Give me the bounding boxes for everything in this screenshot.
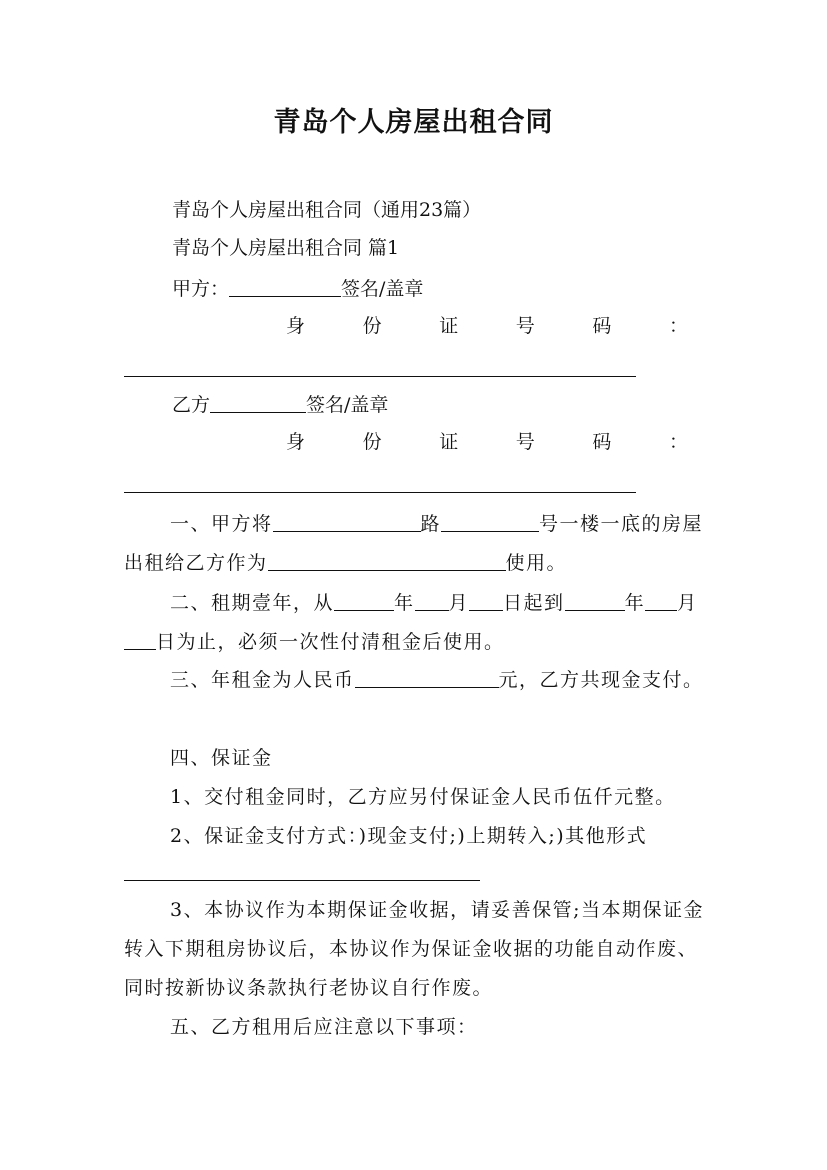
party-a-line (172, 276, 423, 301)
clause-4-item-1: 1、交付租金同时，乙方应另付保证金人民币伍仟元整。 (170, 786, 676, 808)
clause-3-text: 元，乙方共现金支付。 (498, 669, 704, 691)
blank (273, 511, 421, 532)
id-char: ： (668, 431, 688, 453)
clause-2 (124, 584, 704, 662)
clause-4-item-3: 3、本协议作为本期保证金收据，请妥善保管;当本期保证金转入下期租房协议后，本协议作为保证金收据的功能自动作废、同时按新协议条款执行老协议自行作废。 (124, 899, 704, 999)
clause-2-text: 月 (448, 592, 470, 614)
blank (645, 590, 677, 611)
id-char: 号 (515, 431, 535, 453)
blank (124, 629, 156, 650)
clause-2-text: 年 (624, 592, 646, 614)
blank (469, 590, 503, 611)
payment-form-blank (124, 880, 480, 881)
clause-1-text: 一、甲方将 (170, 513, 273, 535)
clause-2-text: 年 (394, 592, 415, 614)
party-b-id-label (286, 430, 688, 454)
id-char: 码 (592, 315, 612, 337)
blank (334, 590, 394, 611)
party-b-blank (210, 392, 306, 413)
blank (415, 590, 449, 611)
clause-5-heading: 五、乙方租用后应注意以下事项： (170, 1016, 478, 1038)
party-b-line (172, 392, 388, 417)
party-b-sign: 签名/盖章 (306, 394, 389, 416)
id-char: 份 (362, 315, 382, 337)
intro-line-2: 青岛个人房屋出租合同 篇1 (172, 237, 400, 259)
id-char: 身 (286, 315, 306, 337)
id-char: 证 (439, 431, 459, 453)
clause-1-text: 号一楼一底的房屋出租给乙方作为 (124, 513, 704, 574)
clause-1-text: 使用。 (505, 552, 568, 574)
party-a-blank (229, 276, 341, 297)
clause-1 (124, 505, 704, 583)
clause-2-text: 日起到 (503, 592, 565, 614)
blank (268, 550, 506, 571)
id-char: 身 (286, 431, 306, 453)
clause-4-item-2: 2、保证金支付方式：)现金支付;)上期转入;)其他形式 (170, 825, 648, 847)
document-title: 青岛个人房屋出租合同 (273, 107, 554, 138)
blank (355, 667, 499, 688)
intro-line-1: 青岛个人房屋出租合同（通用23篇） (172, 199, 482, 221)
party-b-label: 乙方 (172, 394, 211, 416)
party-a-sign: 签名/盖章 (341, 278, 424, 300)
party-b-id-blank (124, 492, 636, 493)
id-char: 码 (592, 431, 612, 453)
clause-2-text: 日为止，必须一次性付清租金后使用。 (156, 631, 505, 653)
clause-1-text: 路 (420, 513, 442, 535)
clause-2-text: 二、租期壹年，从 (170, 592, 335, 614)
blank (565, 590, 625, 611)
id-char: ： (668, 315, 688, 337)
party-a-id-blank (124, 376, 636, 377)
clause-4-heading: 四、保证金 (170, 747, 273, 769)
id-char: 份 (362, 431, 382, 453)
clause-3 (124, 661, 704, 700)
clause-3-text: 三、年租金为人民币 (170, 669, 355, 691)
id-char: 证 (439, 315, 459, 337)
id-char: 号 (515, 315, 535, 337)
party-a-label: 甲方： (172, 278, 230, 300)
clause-2-text: 月 (677, 592, 698, 614)
party-a-id-label (286, 314, 688, 338)
blank (441, 511, 539, 532)
